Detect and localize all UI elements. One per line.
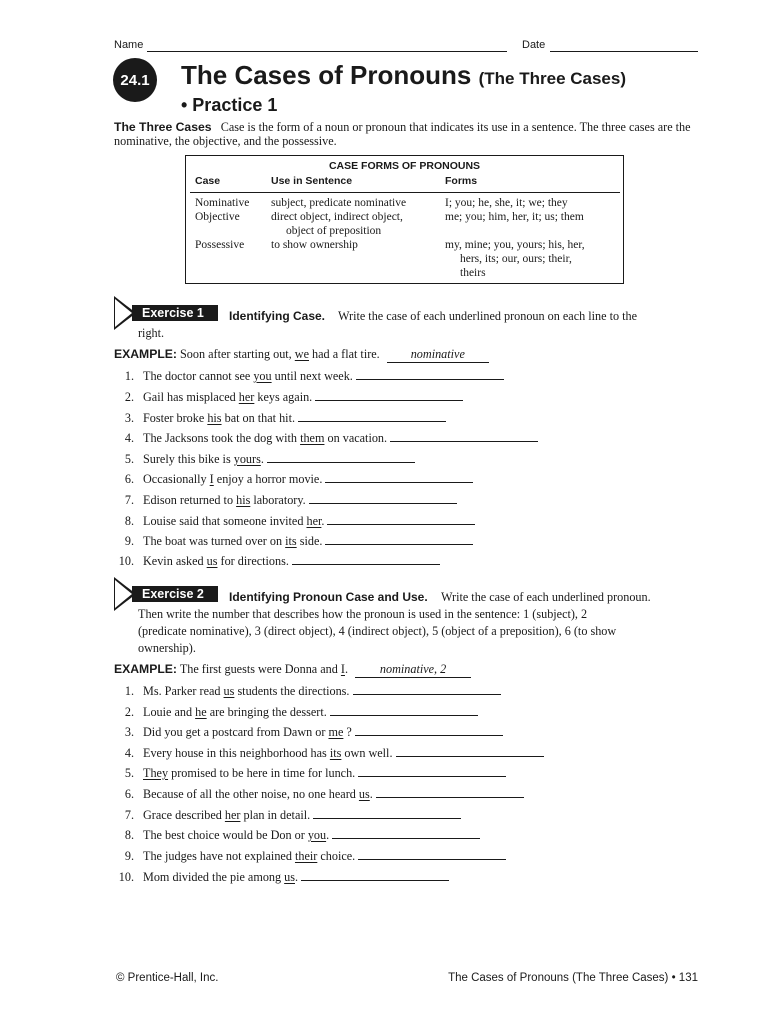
item-number: 6.: [124, 472, 134, 486]
item-text: choice.: [320, 849, 356, 863]
item-text: Every house in this neighborhood has: [143, 746, 327, 760]
footer-copyright: © Prentice-Hall, Inc.: [116, 972, 219, 984]
item-number: 8.: [124, 514, 134, 528]
table-cell-forms: me; you; him, her, it; us; them: [445, 211, 584, 223]
answer-line[interactable]: [292, 564, 440, 565]
item-pronoun: his: [207, 411, 222, 425]
list-item: [114, 514, 674, 529]
item-text: Occasionally: [143, 472, 207, 486]
item-text: The Jacksons took the dog with: [143, 431, 298, 445]
item-text: .: [326, 828, 330, 842]
table-header-rule: [190, 192, 620, 193]
answer-line[interactable]: [325, 544, 473, 545]
table-cell-forms: theirs: [460, 267, 486, 279]
exercise1-desc: right.: [138, 326, 165, 340]
table-cell-case: Nominative: [195, 197, 250, 209]
item-text: The best choice would be Don or: [143, 828, 305, 842]
item-pronoun: his: [236, 493, 251, 507]
item-number: 4.: [124, 746, 134, 760]
list-item: [114, 828, 674, 843]
exercise1-label: Exercise 1: [132, 305, 218, 321]
item-number: 1.: [124, 369, 134, 383]
table-cell-use: direct object, indirect object,: [271, 211, 403, 223]
date-label: Date: [522, 39, 546, 51]
item-text: Foster broke: [143, 411, 205, 425]
item-text: The doctor cannot see: [143, 369, 251, 383]
example-pronoun: I: [340, 662, 345, 676]
item-text: enjoy a horror movie.: [216, 472, 323, 486]
item-text: .: [295, 870, 299, 884]
answer-line[interactable]: [298, 421, 446, 422]
list-item: [114, 787, 674, 802]
list-item: [114, 369, 674, 384]
table-cell-case: Objective: [195, 211, 240, 223]
exercise1-desc: Write the case of each underlined pronoun on each line to the: [338, 309, 637, 323]
item-text: Gail has misplaced: [143, 390, 236, 404]
item-pronoun: us: [284, 870, 295, 884]
exercise2-desc: ownership).: [138, 641, 196, 655]
list-item: [114, 746, 674, 761]
item-text: bat on that hit.: [224, 411, 295, 425]
item-number: 10.: [118, 554, 134, 568]
item-pronoun: her: [224, 808, 241, 822]
answer-line[interactable]: [358, 776, 506, 777]
exercise2-example: [114, 662, 471, 678]
list-item: [114, 431, 674, 446]
item-text: .: [260, 452, 264, 466]
item-text: Kevin asked: [143, 554, 204, 568]
answer-line[interactable]: [356, 379, 504, 380]
list-item: [114, 493, 674, 508]
list-item: [114, 705, 674, 720]
item-text: Ms. Parker read: [143, 684, 221, 698]
intro-paragraph: [114, 120, 699, 148]
practice-heading: • Practice 1: [181, 95, 278, 115]
answer-line[interactable]: [353, 694, 501, 695]
item-text: Louie and: [143, 705, 193, 719]
title-main: The Cases of Pronouns: [181, 60, 472, 90]
example-answer: nominative: [387, 347, 489, 363]
item-pronoun: her: [306, 514, 322, 528]
item-number: 7.: [124, 493, 134, 507]
list-item: [114, 808, 674, 823]
answer-line[interactable]: [313, 818, 461, 819]
table-cell-forms: hers, its; our, ours; their,: [460, 253, 572, 265]
item-text: The boat was turned over on: [143, 534, 283, 548]
section-badge: 24.1: [113, 58, 157, 102]
list-item: [114, 390, 674, 405]
exercise2-desc: Write the case of each underlined pronoun.: [441, 590, 651, 604]
item-pronoun: yours: [233, 452, 261, 466]
item-text: .: [321, 514, 325, 528]
list-item: [114, 411, 674, 426]
table-cell-case: Possessive: [195, 239, 245, 251]
exercise2-desc: (predicate nominative), 3 (direct object), 4 (indirect object), 5 (object of a preposition), 6 (to show: [138, 624, 617, 638]
item-text: The judges have not explained: [143, 849, 292, 863]
item-pronoun: its: [285, 534, 297, 548]
example-text: Soon after starting out,: [180, 347, 292, 361]
item-pronoun: I: [209, 472, 214, 486]
table-header-use: Use in Sentence: [271, 175, 353, 187]
item-pronoun: us: [358, 787, 370, 801]
intro-lead: The Three Cases: [114, 120, 212, 134]
list-item: [114, 534, 674, 549]
example-label: EXAMPLE:: [114, 347, 177, 361]
item-pronoun: you: [307, 828, 327, 842]
answer-line[interactable]: [327, 524, 475, 525]
item-number: 2.: [124, 390, 134, 404]
item-pronoun: They: [143, 766, 169, 780]
item-number: 9.: [124, 534, 134, 548]
page-title: [181, 60, 626, 91]
answer-line[interactable]: [325, 482, 473, 483]
title-sub: (The Three Cases): [478, 69, 627, 88]
table-header-case: Case: [195, 175, 221, 187]
answer-line[interactable]: [332, 838, 480, 839]
exercise-arrow-inner: [115, 299, 132, 327]
name-field[interactable]: [147, 51, 507, 52]
answer-line[interactable]: [390, 441, 538, 442]
example-pronoun: we: [294, 347, 309, 361]
item-pronoun: me: [328, 725, 344, 739]
table-cell-use: to show ownership: [271, 239, 358, 251]
footer-page-info: The Cases of Pronouns (The Three Cases) • 131: [448, 972, 698, 984]
answer-line[interactable]: [396, 756, 544, 757]
item-pronoun: its: [329, 746, 342, 760]
item-text: Because of all the other noise, no one heard: [143, 787, 356, 801]
answer-line[interactable]: [355, 735, 503, 736]
table-cell-use: subject, predicate nominative: [271, 197, 407, 209]
item-text: students the directions.: [237, 684, 350, 698]
item-number: 3.: [124, 411, 134, 425]
table-cell-forms: my, mine; you, yours; his, her,: [445, 239, 585, 251]
item-number: 8.: [124, 828, 134, 842]
item-text: Grace described: [143, 808, 222, 822]
list-item: [114, 849, 674, 864]
exercise2-desc: Then write the number that describes how the pronoun is used in the sentence: 1 (subject), 2: [138, 607, 588, 621]
example-text: .: [344, 662, 349, 676]
list-item: [114, 472, 674, 487]
item-pronoun: you: [253, 369, 272, 383]
item-text: on vacation.: [327, 431, 388, 445]
item-number: 1.: [124, 684, 134, 698]
example-text: The first guests were Donna and: [179, 662, 338, 676]
item-text: own well.: [344, 746, 393, 760]
exercise1-title: Identifying Case.: [229, 309, 326, 323]
item-text: Mom divided the pie among: [143, 870, 282, 884]
item-text: Did you get a postcard from Dawn or: [143, 725, 326, 739]
item-text: Edison returned to: [143, 493, 234, 507]
list-item: [114, 554, 674, 569]
item-text: promised to be here in time for lunch.: [171, 766, 356, 780]
answer-line[interactable]: [309, 503, 457, 504]
item-text: until next week.: [274, 369, 353, 383]
list-item: [114, 870, 674, 885]
list-item: [114, 684, 674, 699]
item-number: 10.: [118, 870, 134, 884]
item-text: Louise said that someone invited: [143, 514, 304, 528]
item-number: 3.: [124, 725, 134, 739]
example-text: had a flat tire.: [312, 347, 380, 361]
item-text: side.: [299, 534, 323, 548]
answer-line[interactable]: [315, 400, 463, 401]
item-number: 5.: [124, 766, 134, 780]
item-number: 6.: [124, 787, 134, 801]
answer-line[interactable]: [358, 859, 506, 860]
item-pronoun: us: [223, 684, 235, 698]
exercise1-example: [114, 347, 489, 363]
item-text: laboratory.: [253, 493, 306, 507]
item-pronoun: their: [294, 849, 318, 863]
name-label: Name: [114, 39, 144, 51]
table-title: CASE FORMS OF PRONOUNS: [328, 160, 481, 172]
item-pronoun: them: [300, 431, 325, 445]
item-number: 2.: [124, 705, 134, 719]
item-text: Surely this bike is: [143, 452, 231, 466]
item-number: 5.: [124, 452, 134, 466]
item-text: keys again.: [257, 390, 313, 404]
exercise2-title: Identifying Pronoun Case and Use.: [229, 590, 428, 604]
answer-line[interactable]: [301, 880, 449, 881]
item-number: 7.: [124, 808, 134, 822]
list-item: [114, 452, 674, 467]
table-cell-forms: I; you; he, she, it; we; they: [445, 197, 568, 209]
table-cell-use: object of preposition: [286, 225, 382, 237]
answer-line[interactable]: [330, 715, 478, 716]
answer-line[interactable]: [376, 797, 524, 798]
item-number: 4.: [124, 431, 134, 445]
example-label: EXAMPLE:: [114, 662, 177, 676]
item-pronoun: her: [238, 390, 255, 404]
list-item: [114, 725, 674, 740]
item-text: are bringing the dessert.: [209, 705, 327, 719]
intro-text: Case is the form of a noun or pronoun that indicates its use in a sentence. The three cases are the nominative, the objective, and the possessive.: [114, 120, 691, 148]
item-text: for directions.: [220, 554, 289, 568]
item-text: ?: [346, 725, 352, 739]
item-text: plan in detail.: [243, 808, 311, 822]
list-item: [114, 766, 674, 781]
example-answer: nominative, 2: [355, 662, 471, 678]
date-field[interactable]: [550, 51, 698, 52]
answer-line[interactable]: [267, 462, 415, 463]
item-pronoun: us: [206, 554, 218, 568]
item-text: .: [369, 787, 373, 801]
item-pronoun: he: [195, 705, 207, 719]
exercise2-label: Exercise 2: [132, 586, 218, 602]
item-number: 9.: [124, 849, 134, 863]
exercise-arrow-inner: [115, 580, 132, 608]
table-header-forms: Forms: [445, 175, 478, 187]
